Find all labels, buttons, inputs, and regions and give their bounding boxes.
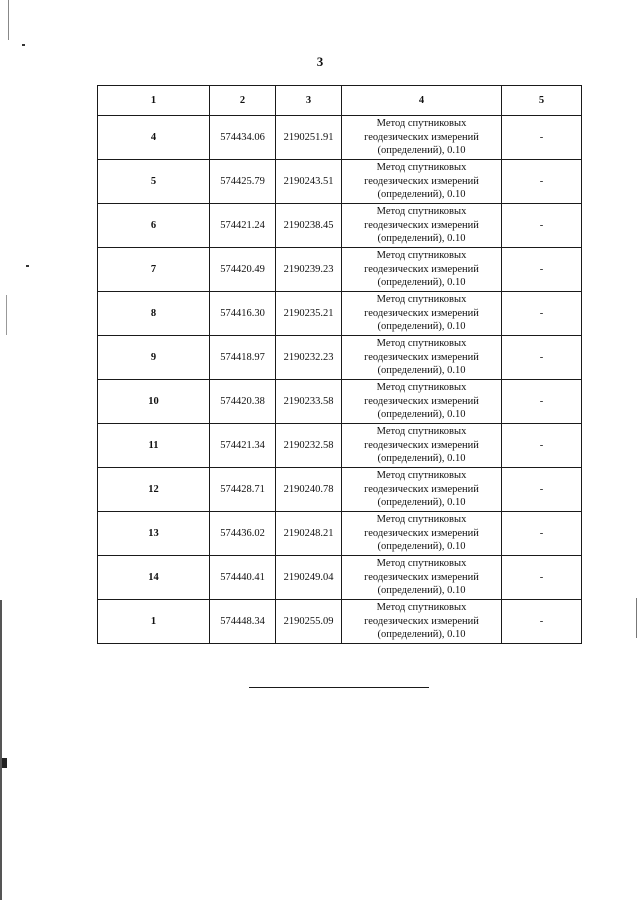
y-coordinate-cell: 2190232.23 [276,336,342,380]
point-number-cell: 14 [98,556,210,600]
y-coordinate-cell: 2190235.21 [276,292,342,336]
method-cell [342,600,502,644]
y-coordinate-cell: 2190249.04 [276,556,342,600]
note-cell: - [502,248,582,292]
note-cell: - [502,336,582,380]
method-line: Метод спутниковых [376,426,467,438]
x-coordinate-cell: 574428.71 [210,468,276,512]
x-coordinate-cell: 574420.49 [210,248,276,292]
table-row [98,160,582,204]
method-line: геодезических измерений [364,439,479,451]
point-number-cell: 6 [98,204,210,248]
point-number-cell: 10 [98,380,210,424]
x-coordinate-cell: 574448.34 [210,600,276,644]
note-cell: - [502,160,582,204]
method-line: геодезических измерений [364,131,479,143]
method-line: Метод спутниковых [376,558,467,570]
method-cell [342,380,502,424]
coordinates-table [97,85,582,644]
method-cell [342,424,502,468]
method-line: геодезических измерений [364,571,479,583]
method-line: геодезических измерений [364,483,479,495]
method-line: геодезических измерений [364,219,479,231]
point-number-cell: 9 [98,336,210,380]
table-row [98,600,582,644]
y-coordinate-cell: 2190240.78 [276,468,342,512]
y-coordinate-cell: 2190233.58 [276,380,342,424]
y-coordinate-cell: 2190243.51 [276,160,342,204]
method-line: (определений), 0.10 [377,189,466,201]
method-line: Метод спутниковых [376,602,467,614]
y-coordinate-cell: 2190248.21 [276,512,342,556]
scan-speck [636,598,637,638]
method-cell [342,468,502,512]
method-cell [342,512,502,556]
point-number-cell: 12 [98,468,210,512]
scan-speck [22,44,25,46]
point-number-cell: 5 [98,160,210,204]
point-number-cell: 11 [98,424,210,468]
point-number-cell: 7 [98,248,210,292]
method-line: (определений), 0.10 [377,321,466,333]
method-line: Метод спутниковых [376,118,467,130]
x-coordinate-cell: 574421.24 [210,204,276,248]
table-row [98,336,582,380]
y-coordinate-cell: 2190239.23 [276,248,342,292]
page-number: 3 [316,54,324,69]
method-line: геодезических измерений [364,395,479,407]
x-coordinate-cell: 574416.30 [210,292,276,336]
note-cell: - [502,468,582,512]
point-number-cell: 13 [98,512,210,556]
y-coordinate-cell: 2190232.58 [276,424,342,468]
table-body [98,116,582,644]
x-coordinate-cell: 574436.02 [210,512,276,556]
table-row [98,116,582,160]
method-cell [342,116,502,160]
x-coordinate-cell: 574421.34 [210,424,276,468]
table-row [98,292,582,336]
table-row [98,468,582,512]
point-number-cell: 4 [98,116,210,160]
note-cell: - [502,600,582,644]
point-number-cell: 8 [98,292,210,336]
method-line: (определений), 0.10 [377,541,466,553]
method-line: геодезических измерений [364,615,479,627]
x-coordinate-cell: 574440.41 [210,556,276,600]
column-header: 4 [342,86,502,116]
table-row [98,380,582,424]
method-line: Метод спутниковых [376,250,467,262]
method-line: Метод спутниковых [376,382,467,394]
point-number-cell: 1 [98,600,210,644]
note-cell: - [502,380,582,424]
note-cell: - [502,116,582,160]
method-line: (определений), 0.10 [377,145,466,157]
method-line: геодезических измерений [364,263,479,275]
method-line: геодезических измерений [364,307,479,319]
note-cell: - [502,204,582,248]
method-line: (определений), 0.10 [377,277,466,289]
note-cell: - [502,512,582,556]
method-line: Метод спутниковых [376,162,467,174]
table-row [98,556,582,600]
x-coordinate-cell: 574425.79 [210,160,276,204]
scan-speck [2,758,7,768]
y-coordinate-cell: 2190251.91 [276,116,342,160]
column-header: 2 [210,86,276,116]
column-header: 1 [98,86,210,116]
method-line: геодезических измерений [364,351,479,363]
method-cell [342,248,502,292]
method-line: Метод спутниковых [376,294,467,306]
note-cell: - [502,556,582,600]
scan-speck [26,265,29,267]
scan-speck [6,295,7,335]
table-header-row [98,86,582,116]
method-cell [342,160,502,204]
table-row [98,424,582,468]
column-header: 3 [276,86,342,116]
method-line: (определений), 0.10 [377,497,466,509]
method-line: Метод спутниковых [376,206,467,218]
table-row [98,512,582,556]
method-line: Метод спутниковых [376,514,467,526]
method-cell [342,556,502,600]
method-line: Метод спутниковых [376,470,467,482]
method-line: (определений), 0.10 [377,453,466,465]
method-line: (определений), 0.10 [377,409,466,421]
x-coordinate-cell: 574418.97 [210,336,276,380]
method-line: (определений), 0.10 [377,629,466,641]
method-cell [342,336,502,380]
x-coordinate-cell: 574434.06 [210,116,276,160]
scan-speck [8,0,9,40]
method-line: (определений), 0.10 [377,585,466,597]
method-cell [342,204,502,248]
method-line: (определений), 0.10 [377,233,466,245]
y-coordinate-cell: 2190255.09 [276,600,342,644]
closing-divider [249,687,429,688]
column-header: 5 [502,86,582,116]
y-coordinate-cell: 2190238.45 [276,204,342,248]
table-row [98,248,582,292]
method-line: геодезических измерений [364,527,479,539]
method-line: геодезических измерений [364,175,479,187]
method-cell [342,292,502,336]
method-line: (определений), 0.10 [377,365,466,377]
note-cell: - [502,424,582,468]
x-coordinate-cell: 574420.38 [210,380,276,424]
scan-speck [0,600,2,900]
note-cell: - [502,292,582,336]
table-row [98,204,582,248]
method-line: Метод спутниковых [376,338,467,350]
